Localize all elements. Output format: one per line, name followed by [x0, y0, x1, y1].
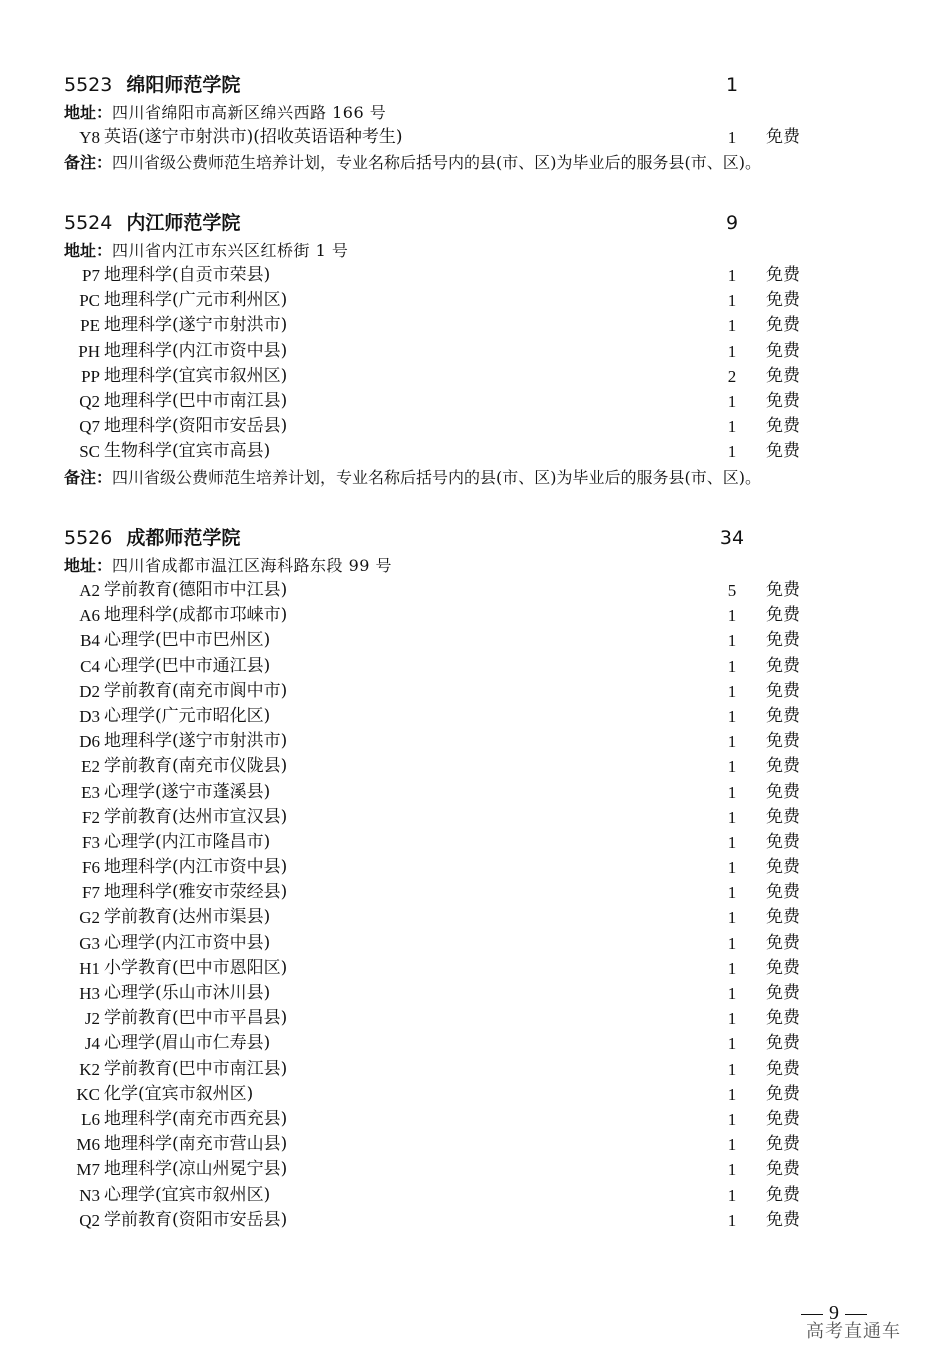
major-name: 地理科学(成都市邛崃市)	[104, 605, 288, 626]
school-total-plan: 1	[725, 74, 739, 96]
major-name: 学前教育(德阳市中江县)	[104, 580, 288, 600]
major-row	[64, 603, 904, 628]
note-label: 备注：	[64, 153, 113, 173]
plan-count: 1	[727, 757, 737, 777]
tuition-fee: 免费	[766, 290, 800, 311]
major-code: D2	[79, 681, 100, 701]
major-name: 地理科学(内江市资中县)	[104, 340, 288, 361]
major-row	[64, 654, 904, 679]
tuition-fee: 免费	[766, 907, 800, 928]
plan-count: 1	[727, 908, 737, 928]
plan-count: 1	[727, 681, 737, 701]
tuition-fee: 免费	[766, 340, 800, 361]
major-row	[64, 125, 904, 150]
major-row	[64, 1082, 904, 1107]
plan-count: 1	[727, 883, 737, 903]
plan-count: 1	[727, 391, 737, 411]
major-name: 地理科学(巴中市南江县)	[104, 390, 288, 411]
major-code: H1	[79, 958, 100, 978]
tuition-fee: 免费	[766, 365, 800, 386]
tuition-fee: 免费	[766, 1008, 800, 1029]
tuition-fee: 免费	[766, 1134, 800, 1155]
plan-count: 1	[727, 656, 737, 676]
major-name: 学前教育(达州市渠县)	[104, 907, 271, 928]
major-row	[64, 1132, 904, 1157]
school-name: 成都师范学院	[126, 527, 241, 549]
major-code: M6	[76, 1135, 100, 1155]
school-section-5523	[64, 70, 904, 175]
plan-count: 1	[727, 1084, 737, 1104]
note-text: 四川省级公费师范生培养计划，专业名称后括号内的县(市、区)为毕业后的服务县(市、区)。	[112, 467, 761, 487]
major-row	[64, 339, 904, 364]
tuition-fee: 免费	[766, 957, 800, 978]
tuition-fee: 免费	[766, 1108, 800, 1129]
tuition-fee: 免费	[766, 441, 800, 462]
plan-count: 1	[727, 832, 737, 852]
major-name: 心理学(宜宾市叙州区)	[104, 1184, 271, 1205]
major-code: Q7	[79, 417, 100, 437]
major-code: F2	[82, 807, 100, 827]
plan-count: 1	[727, 442, 737, 462]
major-row	[64, 1183, 904, 1208]
school-header	[64, 208, 904, 238]
plan-count: 1	[727, 1160, 737, 1180]
school-section-5524	[64, 208, 904, 490]
major-row	[64, 263, 904, 288]
major-list	[64, 125, 904, 150]
school-address	[64, 100, 904, 125]
plan-count: 1	[727, 933, 737, 953]
address-label: 地址：	[64, 241, 113, 260]
major-name: 地理科学(遂宁市射洪市)	[104, 731, 288, 752]
tuition-fee: 免费	[766, 1159, 800, 1180]
plan-count: 1	[727, 128, 737, 147]
major-name: 地理科学(内江市资中县)	[104, 857, 288, 878]
major-code: P7	[82, 266, 100, 285]
major-code: B4	[80, 631, 100, 651]
tuition-fee: 免费	[766, 806, 800, 827]
major-row	[64, 1107, 904, 1132]
address-label: 地址：	[64, 556, 113, 575]
major-code: G2	[79, 908, 100, 928]
major-row	[64, 1031, 904, 1056]
major-name: 心理学(内江市隆昌市)	[104, 831, 271, 852]
tuition-fee: 免费	[766, 390, 800, 411]
address-value: 四川省绵阳市高新区绵兴西路 166 号	[112, 103, 387, 122]
major-row	[64, 880, 904, 905]
major-name: 心理学(巴中市巴州区)	[104, 630, 271, 651]
major-row	[64, 578, 904, 603]
plan-count: 1	[727, 1059, 737, 1079]
major-code: F6	[82, 858, 100, 878]
major-name: 地理科学(资阳市安岳县)	[104, 416, 288, 437]
tuition-fee: 免费	[766, 315, 800, 336]
tuition-fee: 免费	[766, 1033, 800, 1054]
tuition-fee: 免费	[766, 1184, 800, 1205]
major-list	[64, 578, 904, 1233]
school-total-plan: 34	[719, 527, 745, 549]
major-code: D6	[79, 732, 100, 752]
school-name: 绵阳师范学院	[126, 74, 241, 96]
major-name: 化学(宜宾市叙州区)	[104, 1083, 254, 1104]
major-code: E3	[81, 782, 100, 802]
plan-count: 1	[727, 631, 737, 651]
major-row	[64, 905, 904, 930]
tuition-fee: 免费	[766, 983, 800, 1003]
school-code: 5524	[64, 212, 113, 234]
plan-count: 1	[727, 807, 737, 827]
major-row	[64, 313, 904, 338]
major-code: Q2	[79, 391, 100, 411]
major-name: 英语(遂宁市射洪市)(招收英语语种考生)	[104, 127, 403, 147]
major-code: H3	[79, 984, 100, 1003]
plan-count: 1	[727, 291, 737, 311]
major-row	[64, 679, 904, 704]
tuition-fee: 免费	[766, 932, 800, 953]
tuition-fee: 免费	[766, 127, 800, 147]
school-code: 5523	[64, 74, 113, 96]
tuition-fee: 免费	[766, 605, 800, 626]
major-row	[64, 704, 904, 729]
major-list	[64, 263, 904, 465]
major-code: A2	[79, 581, 100, 600]
plan-count: 1	[727, 341, 737, 361]
plan-count: 2	[727, 366, 737, 386]
tuition-fee: 免费	[766, 831, 800, 852]
school-note	[64, 150, 904, 175]
page-number-dash	[801, 1314, 823, 1315]
major-code: J2	[84, 1009, 100, 1029]
major-row	[64, 780, 904, 805]
plan-count: 1	[727, 316, 737, 336]
major-code: PC	[79, 291, 100, 311]
plan-count: 1	[727, 1210, 737, 1230]
major-name: 地理科学(宜宾市叙州区)	[104, 365, 288, 386]
plan-count: 1	[727, 1135, 737, 1155]
major-name: 心理学(巴中市通江县)	[104, 655, 271, 676]
major-name: 地理科学(雅安市荥经县)	[104, 882, 288, 903]
major-row	[64, 288, 904, 313]
note-label: 备注：	[64, 467, 113, 487]
tuition-fee: 免费	[766, 731, 800, 752]
plan-count: 1	[727, 606, 737, 626]
major-name: 心理学(广元市昭化区)	[104, 705, 271, 726]
major-code: KC	[76, 1084, 100, 1104]
major-row	[64, 754, 904, 779]
major-code: Q2	[79, 1210, 100, 1230]
major-name: 地理科学(南充市西充县)	[104, 1108, 288, 1129]
major-name: 地理科学(凉山州冕宁县)	[104, 1159, 288, 1180]
plan-count: 1	[727, 1009, 737, 1029]
tuition-fee: 免费	[766, 680, 800, 701]
school-header	[64, 523, 904, 553]
page-number-dash	[845, 1314, 867, 1315]
major-name: 学前教育(达州市宣汉县)	[104, 806, 288, 827]
school-address	[64, 238, 904, 263]
plan-count: 1	[727, 1185, 737, 1205]
tuition-fee: 免费	[766, 756, 800, 777]
school-name: 内江师范学院	[126, 212, 241, 234]
major-code: A6	[79, 606, 100, 626]
major-name: 学前教育(资阳市安岳县)	[104, 1209, 288, 1230]
major-row	[64, 931, 904, 956]
tuition-fee: 免费	[766, 1209, 800, 1230]
tuition-fee: 免费	[766, 265, 800, 285]
major-code: PE	[80, 316, 100, 336]
tuition-fee: 免费	[766, 1058, 800, 1079]
major-name: 心理学(眉山市仁寿县)	[104, 1033, 271, 1054]
major-row	[64, 439, 904, 464]
major-row	[64, 628, 904, 653]
plan-count: 1	[727, 958, 737, 978]
major-row	[64, 1157, 904, 1182]
major-name: 地理科学(南充市营山县)	[104, 1134, 288, 1155]
major-row	[64, 805, 904, 830]
address-value: 四川省内江市东兴区红桥街 1 号	[112, 241, 349, 260]
address-value: 四川省成都市温江区海科路东段 99 号	[112, 556, 393, 575]
note-text: 四川省级公费师范生培养计划，专业名称后括号内的县(市、区)为毕业后的服务县(市、区)。	[112, 153, 761, 173]
tuition-fee: 免费	[766, 416, 800, 437]
plan-count: 1	[727, 417, 737, 437]
tuition-fee: 免费	[766, 1083, 800, 1104]
major-row	[64, 414, 904, 439]
major-code: L6	[81, 1109, 100, 1129]
major-code: G3	[79, 933, 100, 953]
major-code: D3	[79, 706, 100, 726]
tuition-fee: 免费	[766, 580, 800, 600]
major-code: J4	[84, 1034, 100, 1054]
plan-count: 1	[727, 732, 737, 752]
major-code: PH	[78, 341, 100, 361]
major-name: 地理科学(自贡市荣县)	[104, 265, 271, 285]
major-code: K2	[79, 1059, 100, 1079]
major-code: F7	[82, 883, 100, 903]
plan-count: 1	[727, 858, 737, 878]
major-row	[64, 729, 904, 754]
school-address	[64, 553, 904, 578]
school-note	[64, 465, 904, 490]
tuition-fee: 免费	[766, 655, 800, 676]
major-code: SC	[79, 442, 100, 462]
major-name: 生物科学(宜宾市高县)	[104, 441, 271, 462]
address-label: 地址：	[64, 103, 113, 122]
major-name: 学前教育(巴中市南江县)	[104, 1058, 288, 1079]
plan-count: 1	[727, 782, 737, 802]
tuition-fee: 免费	[766, 882, 800, 903]
plan-count: 1	[727, 266, 737, 285]
major-name: 地理科学(广元市利州区)	[104, 290, 288, 311]
plan-count: 5	[727, 581, 737, 600]
major-name: 学前教育(南充市阆中市)	[104, 680, 288, 701]
major-row	[64, 830, 904, 855]
plan-count: 1	[727, 1109, 737, 1129]
major-name: 地理科学(遂宁市射洪市)	[104, 315, 288, 336]
major-row	[64, 1208, 904, 1233]
major-name: 心理学(遂宁市蓬溪县)	[104, 781, 271, 802]
plan-count: 1	[727, 984, 737, 1003]
school-section-5526	[64, 523, 904, 1233]
school-total-plan: 9	[725, 212, 739, 234]
tuition-fee: 免费	[766, 781, 800, 802]
plan-count: 1	[727, 1034, 737, 1054]
major-row	[64, 389, 904, 414]
tuition-fee: 免费	[766, 630, 800, 651]
major-name: 心理学(乐山市沐川县)	[104, 983, 271, 1003]
major-code: Y8	[79, 128, 100, 147]
major-row	[64, 1006, 904, 1031]
school-header	[64, 70, 904, 100]
school-code: 5526	[64, 527, 113, 549]
major-name: 学前教育(巴中市平昌县)	[104, 1008, 288, 1029]
major-name: 心理学(内江市资中县)	[104, 932, 271, 953]
major-name: 学前教育(南充市仪陇县)	[104, 756, 288, 777]
major-row	[64, 855, 904, 880]
major-code: N3	[79, 1185, 100, 1205]
major-row	[64, 1057, 904, 1082]
major-row	[64, 956, 904, 981]
major-row	[64, 981, 904, 1006]
tuition-fee: 免费	[766, 857, 800, 878]
major-code: PP	[81, 366, 100, 386]
major-row	[64, 364, 904, 389]
watermark-text: 高考直通车	[806, 1321, 901, 1342]
major-code: M7	[76, 1160, 100, 1180]
plan-count: 1	[727, 706, 737, 726]
major-name: 小学教育(巴中市恩阳区)	[104, 957, 288, 978]
page-number-value: 9	[829, 1302, 839, 1324]
major-code: F3	[82, 832, 100, 852]
major-code: E2	[81, 757, 100, 777]
major-code: C4	[80, 656, 100, 676]
tuition-fee: 免费	[766, 705, 800, 726]
